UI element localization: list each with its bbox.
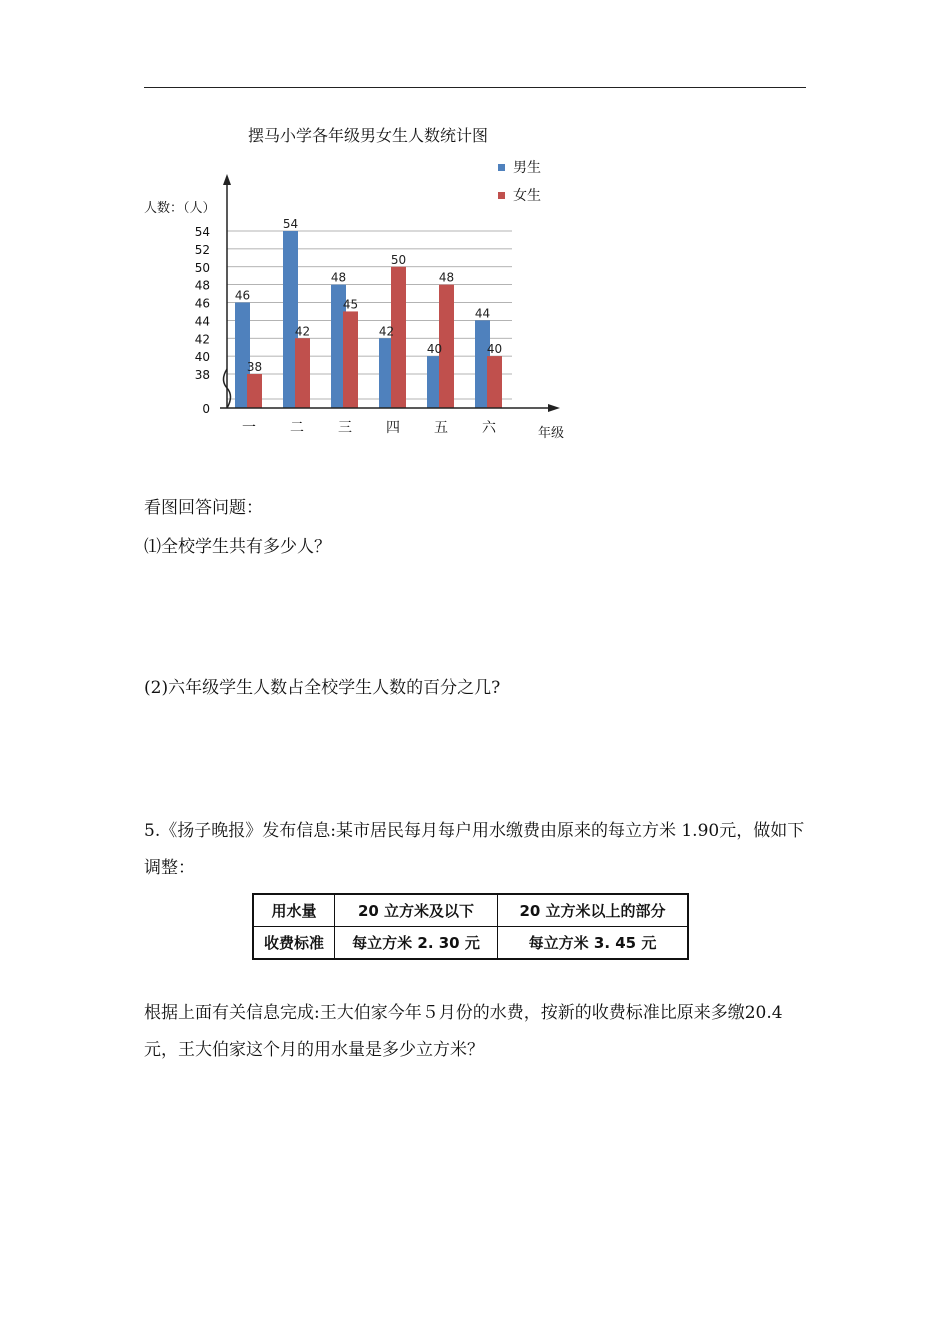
question-5-intro: 5.《扬子晚报》发布信息:某市居民每月每户用水缴费由原来的每立方米 1.90元，做如下调整：: [144, 821, 805, 878]
data-label: 46: [234, 288, 251, 303]
data-label: 40: [486, 342, 503, 357]
top-rule: [144, 87, 806, 88]
table-cell: 每立方米 2. 30 元: [335, 927, 498, 960]
table-cell: 每立方米 3. 45 元: [498, 927, 689, 960]
legend-label-female: 女生: [513, 188, 541, 204]
question-5-body: 根据上面有关信息完成:王大伯家今年５月份的水费，按新的收费标准比原来多缴20.4元，王大伯家这个月的用水量是多少立方米？: [144, 1003, 783, 1060]
data-label: 40: [426, 342, 443, 357]
table-cell: 20 立方米以上的部分: [498, 894, 689, 927]
data-label: 50: [390, 252, 407, 267]
x-tick-label: 六: [482, 420, 496, 436]
bar-female: [487, 356, 502, 408]
bar-female: [295, 338, 310, 408]
x-tick-label: 二: [290, 420, 304, 436]
bars: [235, 231, 502, 408]
legend-swatch-male: [498, 164, 505, 171]
x-tick-label: 一: [242, 420, 256, 436]
bar-female: [247, 374, 262, 408]
y-tick-labels: [195, 225, 210, 416]
prompt-text: 看图回答问题：: [144, 498, 263, 518]
table-row: [253, 927, 688, 960]
table-cell: 20 立方米及以下: [335, 894, 498, 927]
y-tick-label: 0: [202, 402, 210, 416]
x-axis-arrow: [548, 404, 560, 412]
gridlines: [227, 231, 512, 399]
water-fee-table: [252, 893, 689, 960]
table-cell: 收费标准: [253, 927, 335, 960]
data-label: 38: [246, 360, 263, 374]
legend: [498, 159, 541, 204]
data-label: 44: [474, 306, 491, 321]
x-axis-label: 年级: [538, 426, 565, 441]
y-tick-label: 54: [194, 225, 210, 239]
bar-chart: [130, 110, 590, 450]
data-label: 48: [330, 270, 347, 285]
table-row: [253, 894, 688, 927]
y-axis-label: 人数：（人）: [144, 201, 216, 216]
question-2: (2)六年级学生人数占全校学生人数的百分之几?: [144, 678, 501, 698]
legend-swatch-female: [498, 192, 505, 199]
y-tick-label: 52: [194, 242, 210, 257]
data-label: 48: [438, 270, 455, 285]
y-tick-label: 38: [194, 368, 210, 382]
chart-title: 摆马小学各年级男女生人数统计图: [247, 126, 489, 145]
x-tick-label: 四: [386, 420, 400, 436]
x-tick-labels: [242, 420, 497, 436]
y-tick-label: 48: [194, 278, 210, 293]
y-tick-label: 42: [194, 332, 210, 347]
y-tick-label: 44: [194, 314, 210, 329]
data-label: 42: [378, 324, 395, 339]
data-label: 45: [342, 297, 359, 312]
y-axis-arrow: [223, 174, 231, 185]
y-tick-label: 50: [194, 260, 210, 275]
x-tick-label: 五: [434, 420, 448, 436]
bar-female: [343, 311, 358, 408]
data-label: 54: [282, 217, 299, 231]
bar-labels: [235, 217, 502, 374]
legend-label-male: 男生: [513, 160, 541, 176]
y-tick-label: 46: [194, 296, 210, 311]
question-1: ⑴全校学生共有多少人？: [144, 537, 331, 557]
table-cell: 用水量: [253, 894, 335, 927]
x-tick-label: 三: [338, 420, 352, 436]
data-label: 42: [294, 324, 311, 339]
y-tick-label: 40: [194, 350, 210, 365]
